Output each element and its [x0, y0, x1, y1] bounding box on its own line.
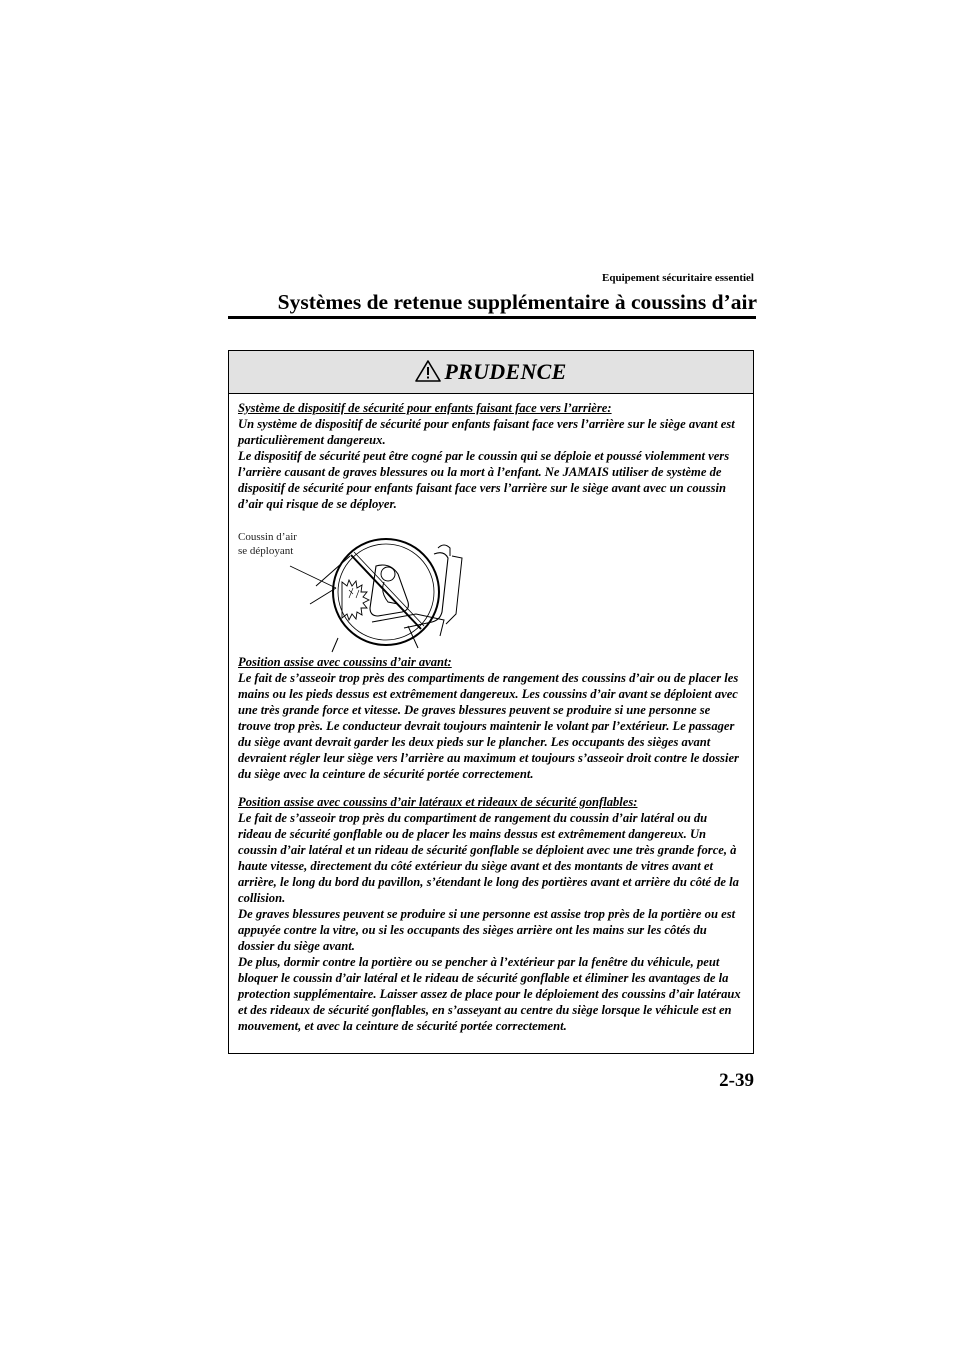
section-heading-front-airbags: Position assise avec coussins d’air avant: [238, 655, 452, 669]
caution-box [228, 350, 754, 1054]
paragraph: De plus, dormir contre la portière ou se pencher à l’extérieur par la fenêtre du véhicule, peut bloquer le coussin d’air latéral et le rideau de sécurité gonflable et éliminer les avantages de la protection supplémentaire. Laisser assez de place pour le déploiement des coussins d’air latéraux et des rideaux de sécurité gonflables, en s’asseyant au centre du siège lorsque le véhicule est en mouvement, et avec la ceinture de sécurité portée correctement. [238, 955, 741, 1033]
paragraph: Le dispositif de sécurité peut être cogné par le coussin qui se déploie et poussé violemment vers l’arrière causant de graves blessures ou la mort à l’enfant. Ne JAMAIS utiliser de système de dispositif de sécurité pour enfants faisant face vers l’arrière sur le siège avant avec un coussin d’air qui risque de se déployer. [238, 449, 730, 511]
caution-title: PRUDENCE [444, 359, 567, 384]
paragraph: Le fait de s’asseoir trop près des compartiments de rangement des coussins d’air ou de placer les mains ou les pieds dessus est extrêmement dangereux. Les coussins d’air avant se déploient avec une très grande force et vitesse. De graves blessures peuvent se produire si une personne se trouve trop près. Le conducteur devrait toujours maintenir le volant par l’extérieur. Le passager du siège avant devrait garder les deux pieds sur le plancher. Les occupants des sièges avant devraient régler leur siège vers l’arrière au maximum et toujours s’asseoir droit contre le dossier du siège avec la ceinture de sécurité portée correctement. [238, 671, 739, 781]
child-seat-illustration [238, 526, 743, 654]
caution-body [229, 394, 753, 1034]
figure-label: se déployant [238, 545, 294, 557]
warning-icon [415, 360, 441, 382]
figure-callout [238, 530, 297, 558]
paragraph: De graves blessures peuvent se produire si une personne est assise trop près de la portière ou est appuyée contre la vitre, ou si les occupants des sièges arrière ont les mains sur les côtés du dossier du siège avant. [238, 907, 736, 953]
section-heading-side-airbags: Position assise avec coussins d’air latéraux et rideaux de sécurité gonflables: [238, 795, 638, 809]
page-title: Systèmes de retenue supplémentaire à coussins d’air [277, 290, 757, 314]
paragraph: Un système de dispositif de sécurité pour enfants faisant face vers l’arrière sur le siège avant est particulièrement dangereux. [238, 417, 735, 447]
header-divider [228, 316, 756, 319]
airbag-child-seat-icon [238, 526, 744, 654]
figure-label: Coussin d’air [238, 531, 297, 543]
section-heading-rear-facing: Système de dispositif de sécurité pour enfants faisant face vers l’arrière: [238, 401, 612, 415]
caution-header [229, 351, 753, 394]
paragraph: Le fait de s’asseoir trop près du compartiment de rangement du coussin d’air latéral ou du rideau de sécurité gonflable ou de placer les mains dessus est extrêmement dangereux. Un coussin d’air latéral et un rideau de sécurité gonflable se déploient avec une très grande force, à haute vitesse, directement du côté extérieur du siège avant et des montants de vitres avant et arrière, le long du bord du pavillon, s’étendant le long des portières avant et arrière du côté de la collision. [238, 811, 739, 905]
page-number: 2-39 [719, 1070, 754, 1091]
section-name: Equipement sécuritaire essentiel [602, 272, 754, 284]
